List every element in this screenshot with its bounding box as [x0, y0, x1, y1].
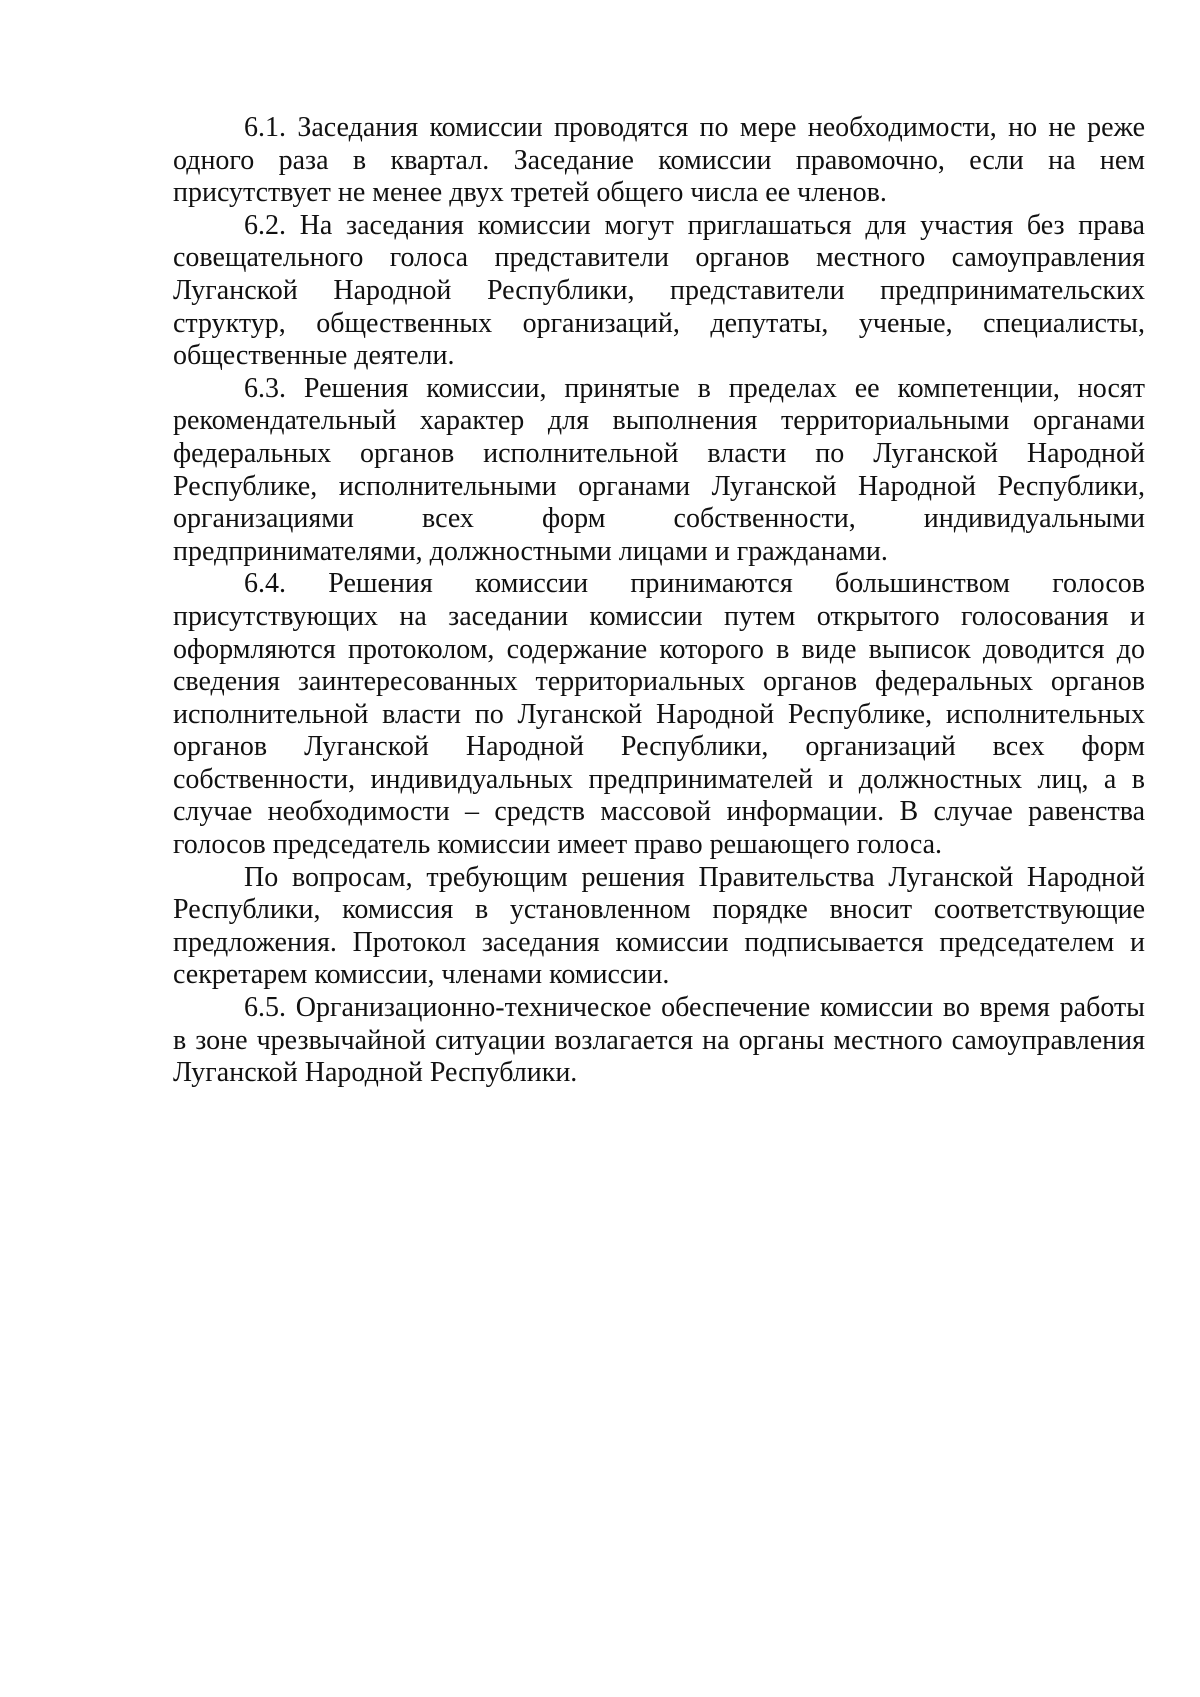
paragraph-6-4-continuation: По вопросам, требующим решения Правительства Луганской Народной Республики, комиссия в установленном порядке вносит соответствующие предложения. Протокол заседания комиссии подписывается председателем и секретарем комиссии, членами комиссии. [173, 861, 1145, 991]
paragraph-6-5: 6.5. Организационно-техническое обеспечение комиссии во время работы в зоне чрезвычайной ситуации возлагается на органы местного самоуправления Луганской Народной Республики. [173, 992, 1145, 1089]
paragraph-6-3: 6.3. Решения комиссии, принятые в пределах ее компетенции, носят рекомендательный характер для выполнения территориальными органами федеральных органов исполнительной власти по Луганской Народной Республике, исполнительными органами Луганской Народной Республики, организациями всех форм собственности, индивидуальными предпринимателями, должностными лицами и гражданами. [173, 372, 1145, 567]
paragraph-6-4: 6.4. Решения комиссии принимаются большинством голосов присутствующих на заседании комиссии путем открытого голосования и оформляются протоколом, содержание которого в виде выписок доводится до сведения заинтересованных территориальных органов федеральных органов исполнительной власти по Луганской Народной Республике, исполнительных органов Луганской Народной Республики, организаций всех форм собственности, индивидуальных предпринимателей и должностных лиц, а в случае необходимости – средств массовой информации. В случае равенства голосов председатель комиссии имеет право решающего голоса. [173, 568, 1145, 861]
document-body [173, 112, 1145, 1090]
paragraph-6-2: 6.2. На заседания комиссии могут приглашаться для участия без права совещательного голоса представители органов местного самоуправления Луганской Народной Республики, представители предпринимательских структур, общественных организаций, депутаты, ученые, специалисты, общественные деятели. [173, 209, 1145, 372]
paragraph-6-1: 6.1. Заседания комиссии проводятся по мере необходимости, но не реже одного раза в квартал. Заседание комиссии правомочно, если на нем присутствует не менее двух третей общего числа ее членов. [173, 112, 1145, 209]
